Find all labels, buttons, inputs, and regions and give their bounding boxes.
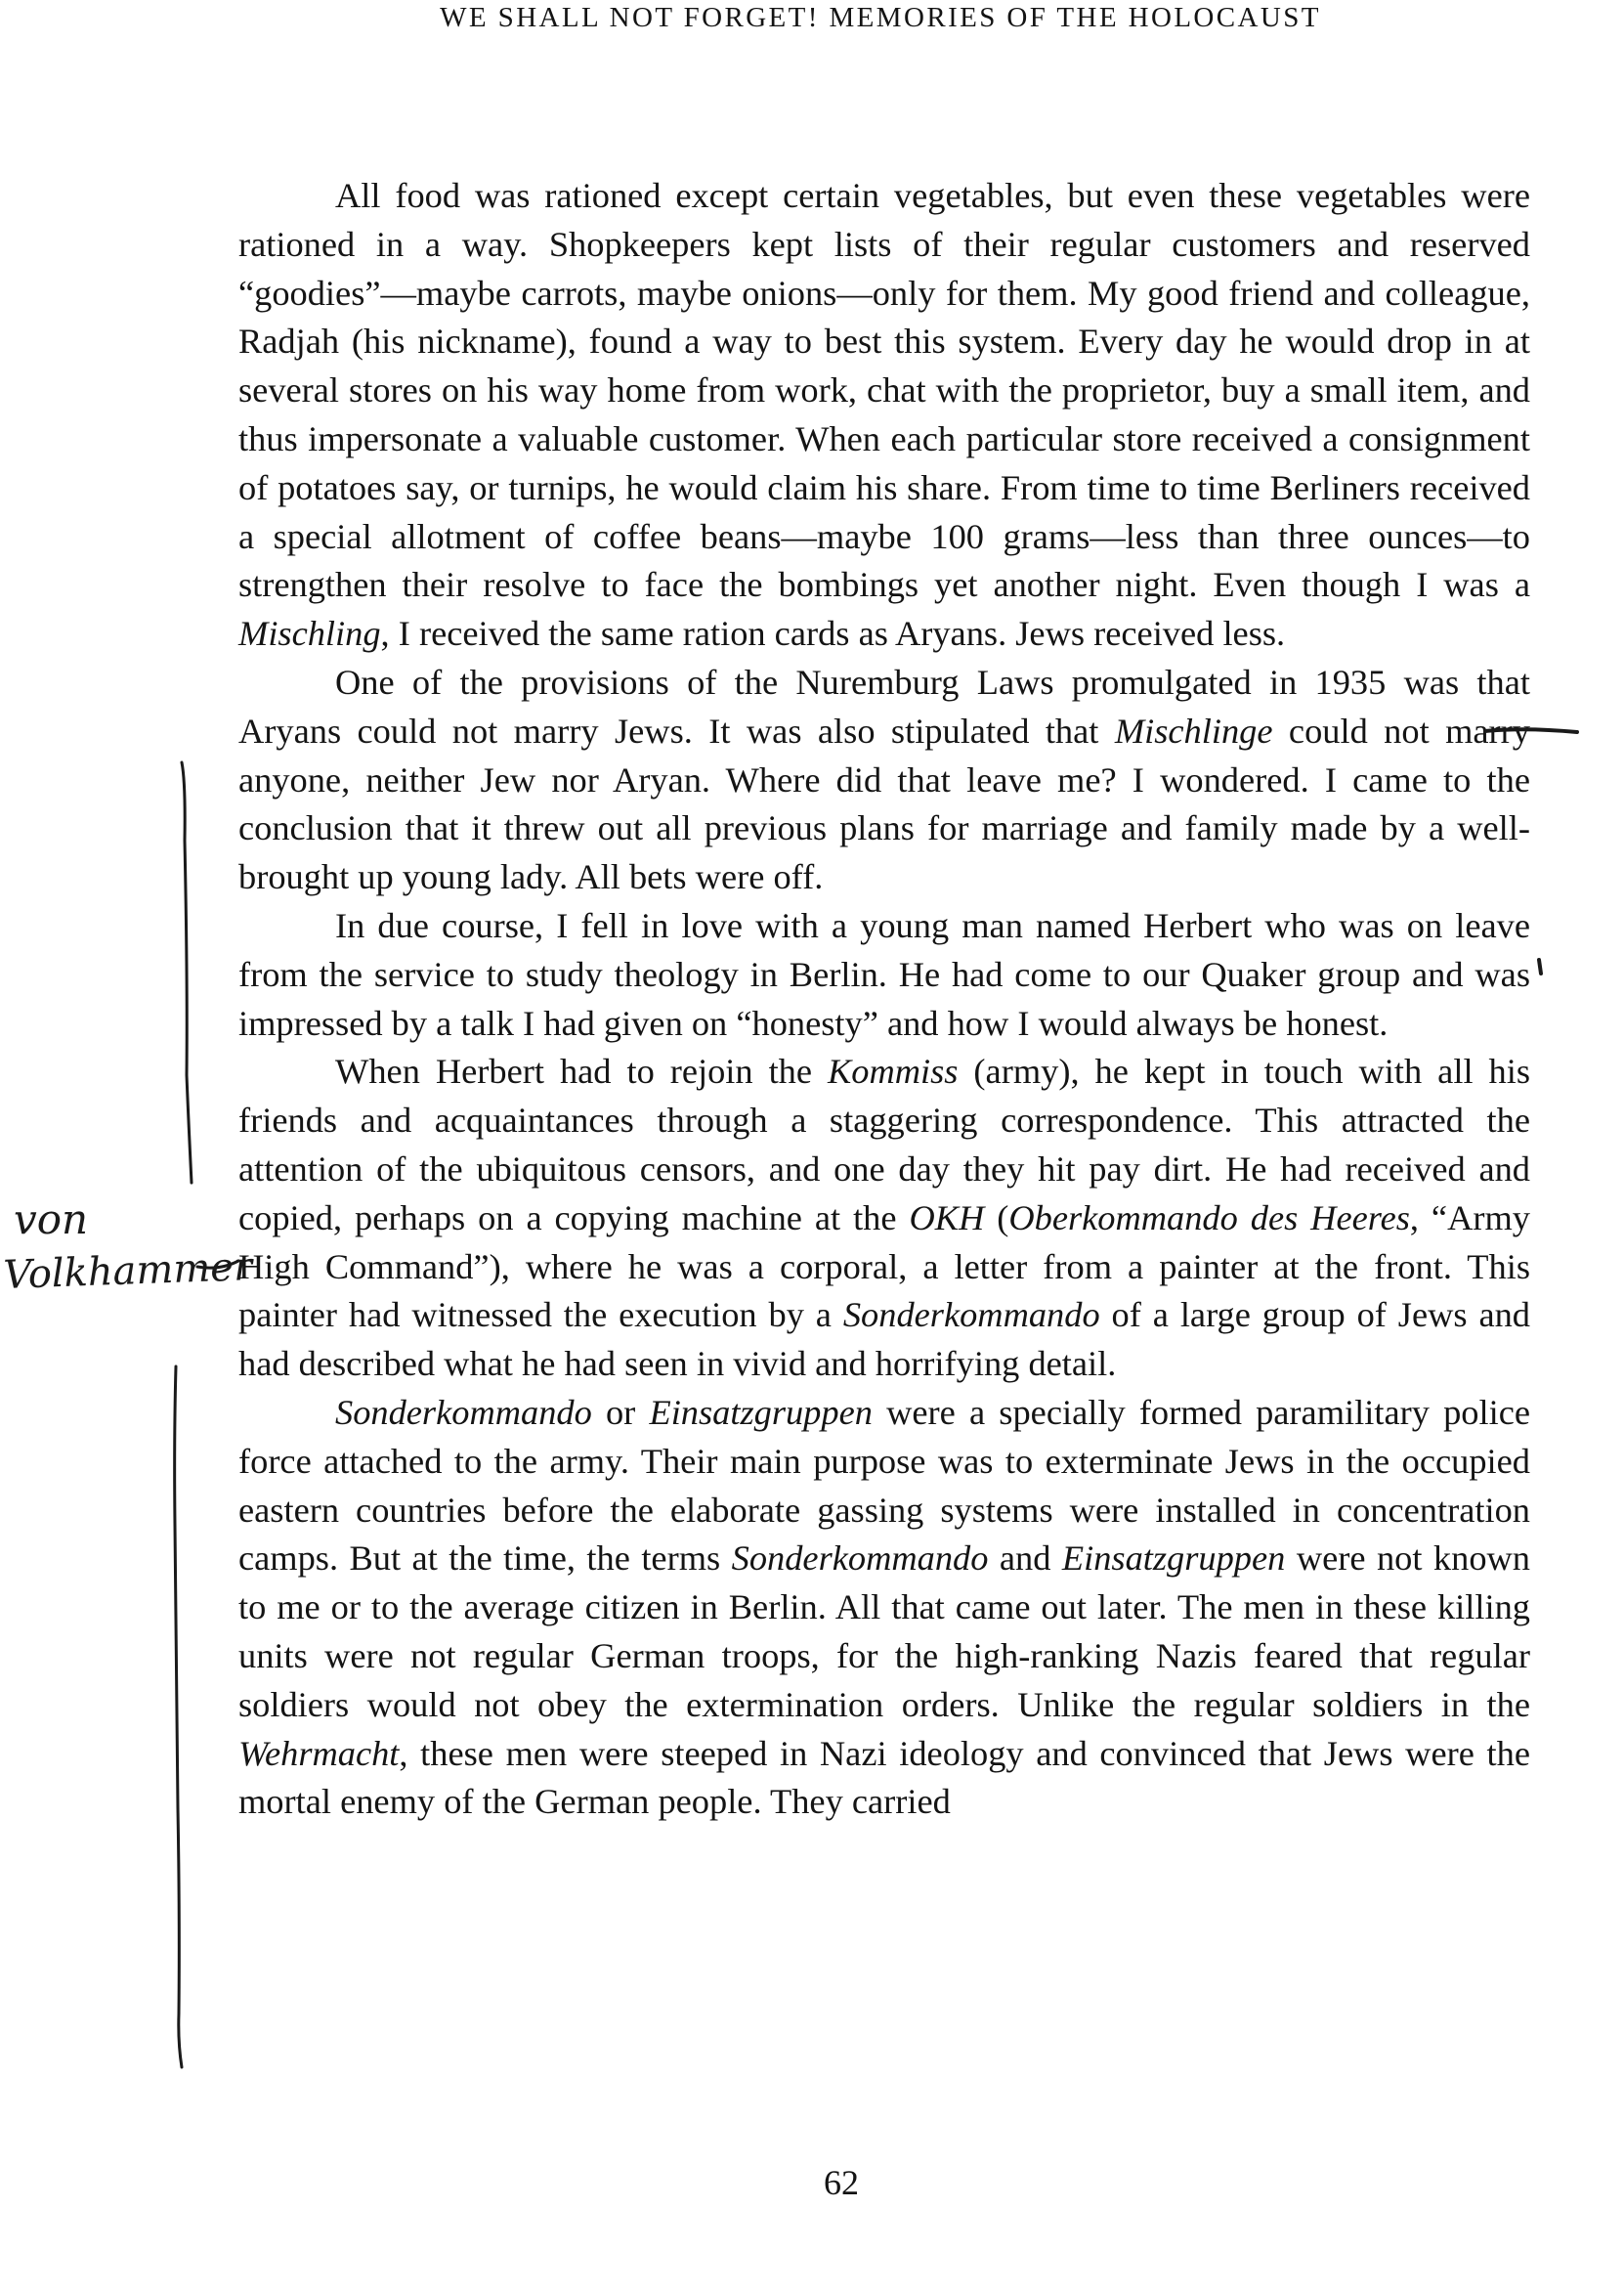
text-run: (army), he kept in touch with all his friends and acquaintances through a staggering correspondence. This attracted the attention of the ubiquitous censors, and one day they hit pay dirt. He had received and copied, perhaps on a copying machine at the: [238, 1052, 1530, 1237]
text-run: (: [984, 1197, 1009, 1237]
italic-term: Einsatzgruppen: [1061, 1538, 1286, 1579]
paragraph: [238, 1048, 1530, 1389]
margin-dot-mark: [1539, 960, 1541, 974]
page-number: 62: [824, 2163, 859, 2202]
text-run: or: [591, 1392, 650, 1432]
text-run: , these men were steeped in Nazi ideology and convinced that Jews were the mortal enemy of the German people. They carried: [238, 1733, 1530, 1822]
text-run: One of the provisions of the Nuremburg Laws promulgated in 1935 was that Aryans could not marry Jews. It was also stipulated that: [238, 662, 1530, 751]
text-run: When Herbert had to rejoin the: [335, 1052, 828, 1092]
text-run: and: [988, 1538, 1062, 1579]
italic-term: Mischlinge: [1114, 711, 1273, 751]
italic-term: Mischling: [238, 614, 381, 654]
text-run: could not marry anyone, neither Jew nor Aryan. Where did that leave me? I wondered. I came to the conclusion that it threw out all previous plans for marriage and family made by a well-brought up young lady. All bets were off.: [238, 711, 1530, 897]
margin-note-line-1: von: [14, 1195, 89, 1243]
running-head: WE SHALL NOT FORGET! MEMORIES OF THE HOLOCAUST: [440, 2, 1321, 33]
margin-bracket-lower: [175, 1366, 182, 2067]
paragraph: [238, 902, 1530, 1048]
italic-term: Wehrmacht: [238, 1733, 400, 1773]
paragraph: [238, 1389, 1530, 1827]
margin-note-line-2: Volkhammer: [2, 1244, 253, 1298]
text-run: of a large group of Jews and had described what he had seen in vivid and horrifying detail.: [238, 1295, 1530, 1384]
italic-term: Einsatzgruppen: [649, 1392, 873, 1432]
text-run: , I received the same ration cards as Aryans. Jews received less.: [380, 614, 1286, 654]
italic-term: Kommiss: [828, 1052, 959, 1092]
italic-term: Sonderkommando: [842, 1295, 1100, 1335]
italic-term: Sonderkommando: [335, 1392, 592, 1432]
text-run: All food was rationed except certain vegetables, but even these vegetables were rationed in a way. Shopkeepers kept lists of their regular customers and reserved “goodies”—maybe carrots, maybe onions—only for them. My good friend and colleague, Radjah (his nickname), found a way to best this system. Every day he would drop in at several stores on his way home from work, chat with the proprietor, buy a small item, and thus impersonate a valuable customer. When each particular store received a consignment of potatoes say, or turnips, he would claim his share. From time to time Berliners received a special allotment of coffee beans—maybe 100 grams—less than three ounces—to strengthen their resolve to face the bombings yet another night. Even though I was a: [238, 176, 1530, 605]
body-text: [238, 172, 1530, 1827]
italic-term: Sonderkommando: [731, 1538, 989, 1579]
margin-name-note: [3, 1195, 256, 1298]
text-run: In due course, I fell in love with a young man named Herbert who was on leave from the service to study theology in Berlin. He had come to our Quaker group and was impressed by a talk I had given on “honesty” and how I would always be honest.: [238, 905, 1530, 1043]
italic-term: Oberkommando des Heeres: [1008, 1197, 1410, 1237]
margin-note-underline: [197, 1261, 238, 1268]
text-run: , “Army High Command”), where he was a corporal, a letter from a painter at the front. This painter had witnessed the execution by a: [238, 1197, 1530, 1335]
paragraph: [238, 172, 1530, 659]
italic-term: OKH: [909, 1197, 985, 1237]
text-run: were not known to me or to the average citizen in Berlin. All that came out later. The men in these killing units were not regular German troops, for the high-ranking Nazis feared that regular soldiers would not obey the extermination orders. Unlike the regular soldiers in the: [238, 1538, 1530, 1724]
margin-bracket-upper: [182, 762, 192, 1183]
paragraph: [238, 659, 1530, 902]
text-run: were a specially formed paramilitary police force attached to the army. Their main purpose was to exterminate Jews in the occupied eastern countries before the elaborate gassing systems were installed in concentration camps. But at the time, the terms: [238, 1392, 1530, 1579]
